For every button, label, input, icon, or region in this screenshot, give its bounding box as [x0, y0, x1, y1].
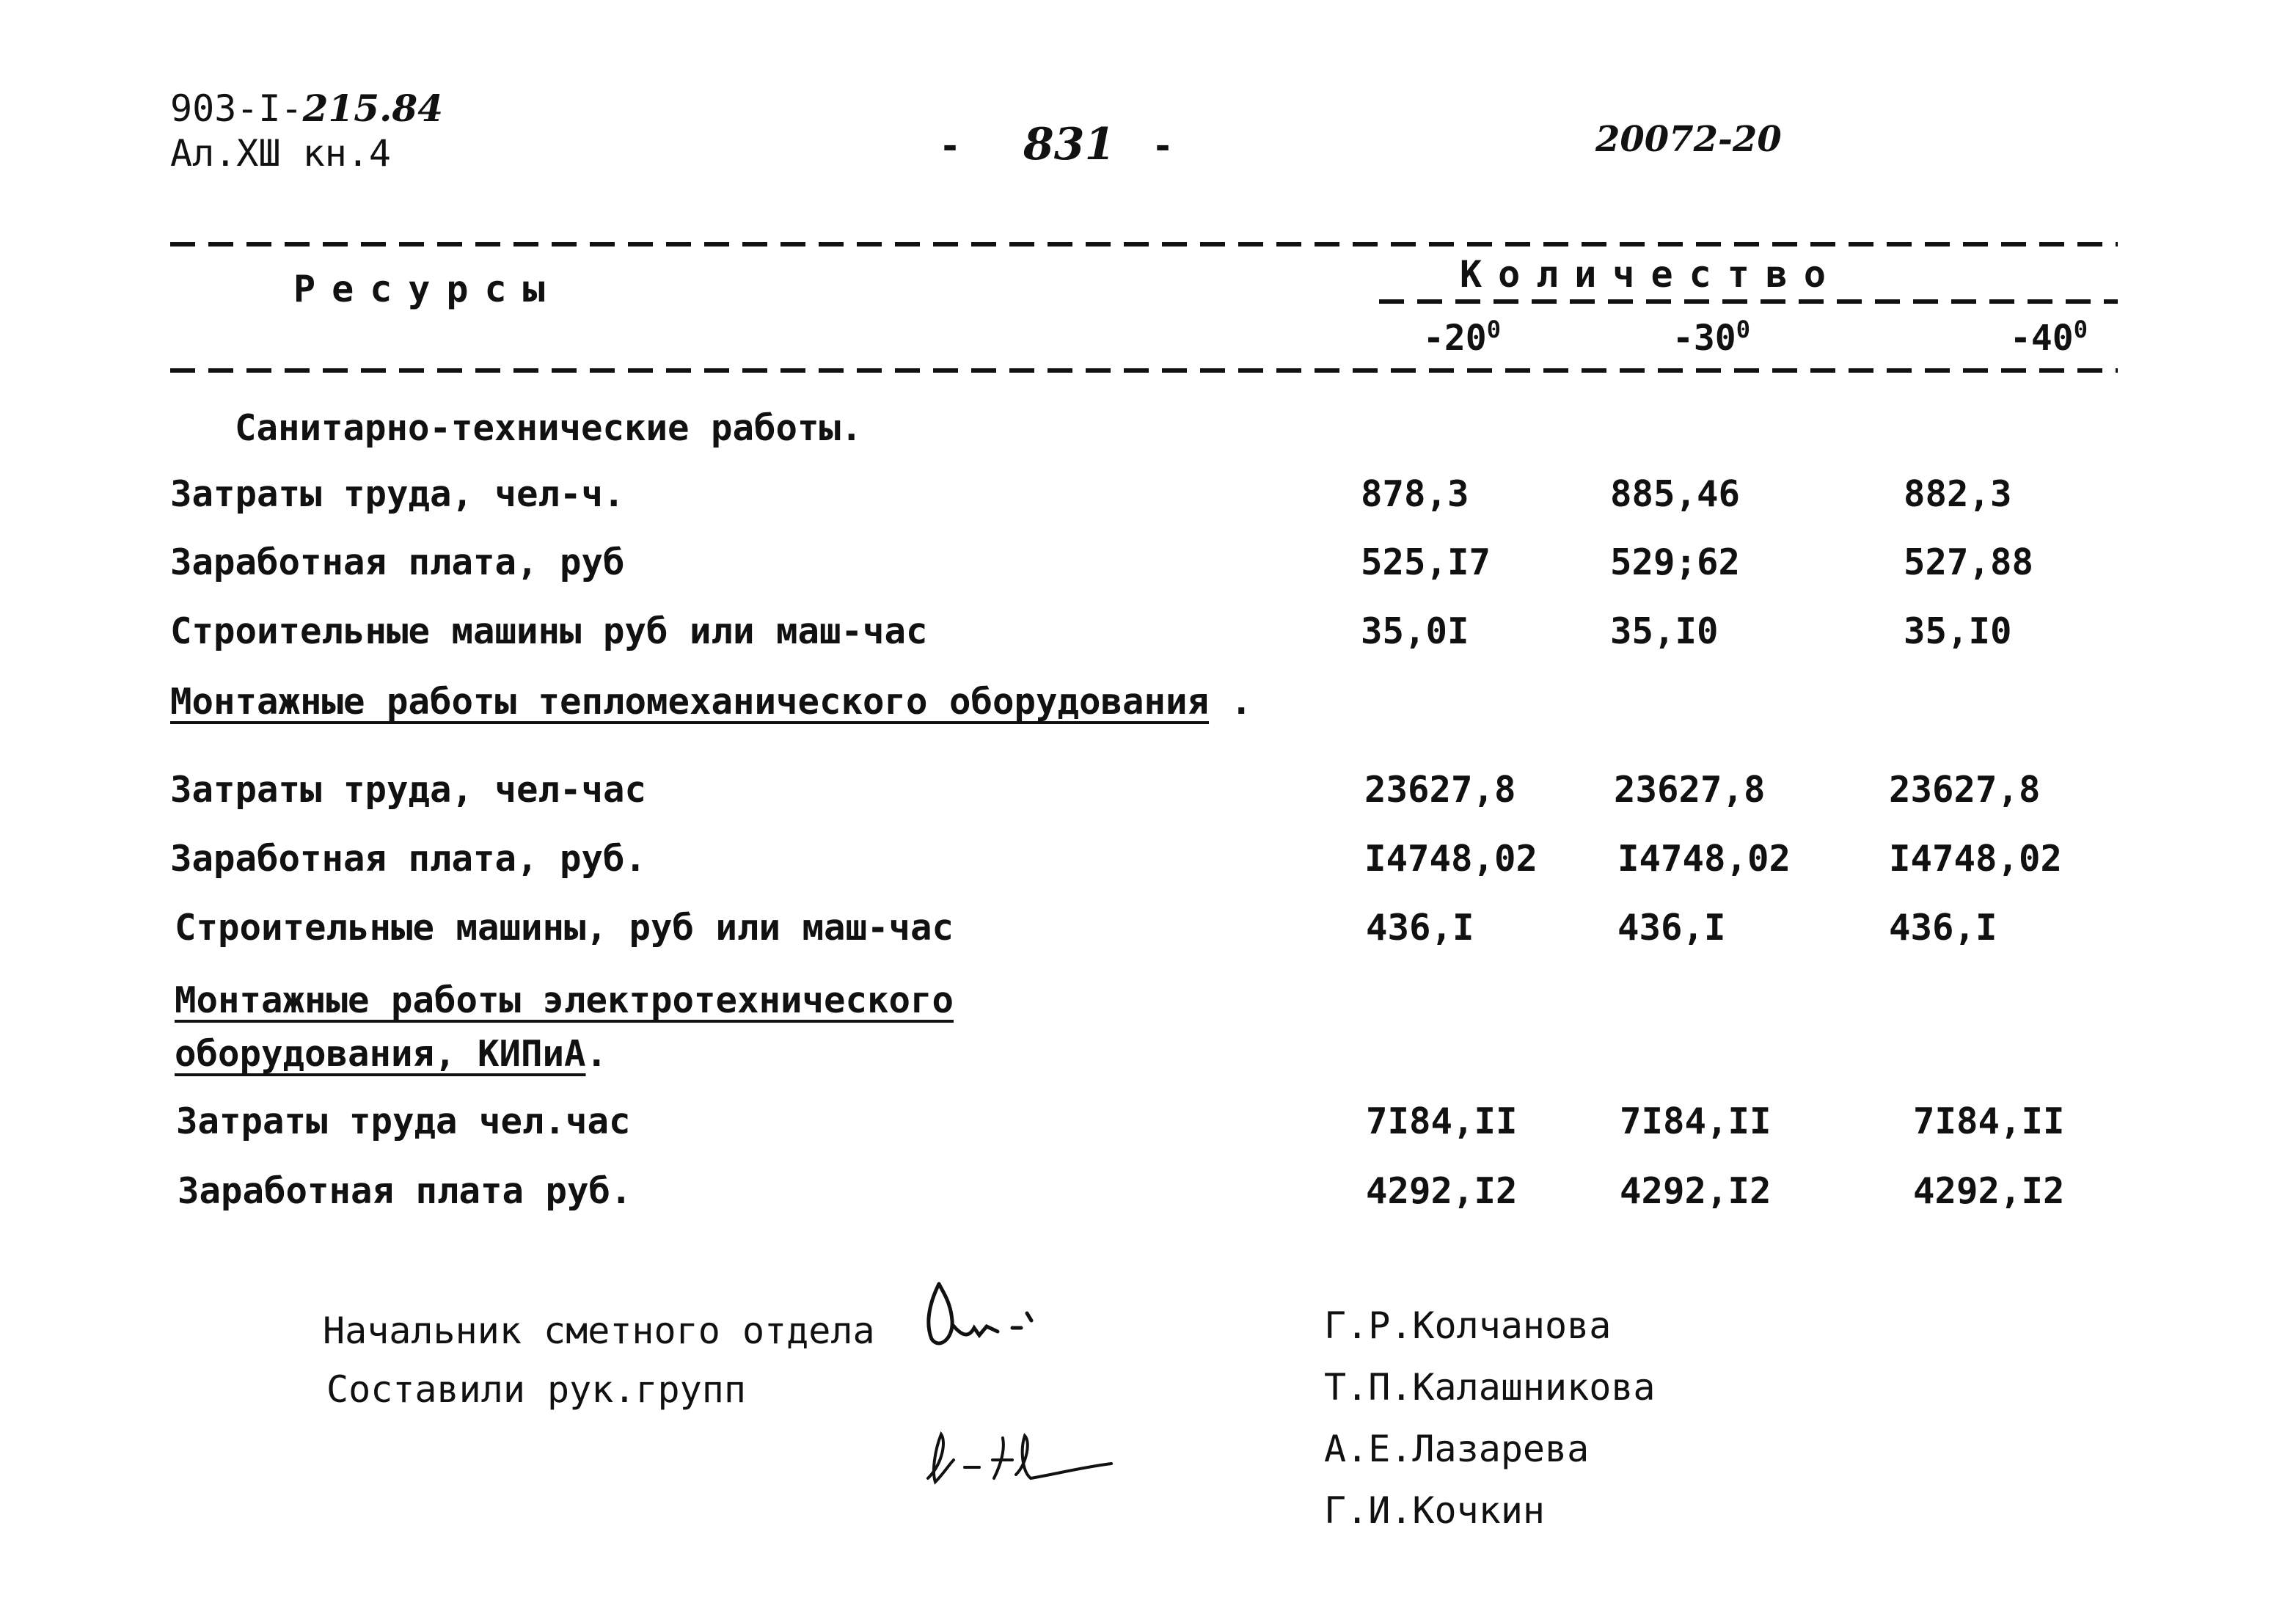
cell-value: 527,88 — [1904, 541, 2034, 583]
cell-value: 7I84,II — [1620, 1100, 1772, 1142]
cell-value: 35,0I — [1361, 610, 1469, 652]
section-title-thermomechanical: Монтажные работы тепломеханического оборудования . — [170, 681, 1253, 723]
head-of-estimate-department-title: Начальник сметного отдела — [323, 1310, 875, 1352]
handwritten-signature-1 — [910, 1269, 1042, 1365]
cell-value: 882,3 — [1904, 473, 2012, 515]
signatory-name: Т.П.Калашникова — [1324, 1366, 1656, 1409]
signatory-name: Г.Р.Колчанова — [1324, 1304, 1612, 1347]
row-label: Затраты труда чел.час — [176, 1100, 631, 1142]
cell-value: 23627,8 — [1889, 769, 2041, 811]
document-code-handwritten: 215.84 — [302, 87, 443, 130]
cell-value: 525,I7 — [1361, 541, 1491, 583]
row-label: Затраты труда, чел-ч. — [170, 473, 625, 515]
quantity-sub-rule — [1379, 299, 2118, 304]
archive-number: 20072-20 — [1595, 119, 1782, 160]
row-label: Заработная плата руб. — [178, 1170, 632, 1212]
cell-value: 529;62 — [1610, 541, 1741, 583]
cell-value: 23627,8 — [1614, 769, 1766, 811]
page-dash-left: - — [939, 125, 962, 167]
table-header-bottom-rule — [170, 368, 2118, 373]
row-label: Строительные машины, руб или маш-час — [175, 907, 954, 949]
handwritten-signature-2 — [913, 1420, 1126, 1500]
page-dash-right: - — [1152, 125, 1174, 167]
cell-value: I4748,02 — [1617, 838, 1791, 880]
cell-value: 4292,I2 — [1913, 1170, 2065, 1212]
cell-value: 35,I0 — [1610, 610, 1719, 652]
section-title-electrical-line1: Монтажные работы электротехнического — [175, 979, 954, 1021]
cell-value: 436,I — [1366, 907, 1474, 949]
column-header-quantity: Количество — [1460, 253, 1843, 296]
table-top-rule — [170, 242, 2118, 247]
cell-value: 436,I — [1617, 907, 1726, 949]
section-title-sanitary: Санитарно-технические работы. — [235, 407, 863, 449]
row-label: Строительные машины руб или маш-час — [170, 610, 928, 652]
temp-header-minus-40: $-40^0$ — [2010, 315, 2088, 359]
row-label: Заработная плата, руб. — [170, 838, 647, 880]
column-header-resources: Ресурсы — [293, 268, 561, 310]
page-number: 831 — [1023, 119, 1116, 170]
cell-value: 4292,I2 — [1366, 1170, 1518, 1212]
temp-header-minus-30: $-30^0$ — [1672, 315, 1750, 359]
cell-value: 23627,8 — [1364, 769, 1516, 811]
cell-value: 436,I — [1889, 907, 1997, 949]
cell-value: 7I84,II — [1366, 1100, 1518, 1142]
row-label: Затраты труда, чел-час — [170, 769, 647, 811]
cell-value: 35,I0 — [1904, 610, 2012, 652]
album-reference: Ал.ХШ кн.4 — [170, 132, 392, 175]
signatory-name: Г.И.Кочкин — [1324, 1489, 1546, 1532]
signatory-name: А.Е.Лазарева — [1324, 1428, 1590, 1470]
cell-value: I4748,02 — [1889, 838, 2063, 880]
cell-value: 885,46 — [1610, 473, 1741, 515]
cell-value: 7I84,II — [1913, 1100, 2065, 1142]
document-code — [170, 87, 443, 130]
compiled-by-title: Составили рук.групп — [326, 1368, 746, 1411]
cell-value: 4292,I2 — [1620, 1170, 1772, 1212]
cell-value: I4748,02 — [1364, 838, 1538, 880]
document-code-printed: 903-I- — [170, 87, 303, 130]
cell-value: 878,3 — [1361, 473, 1469, 515]
temp-header-minus-20: $-20^0$ — [1423, 315, 1501, 359]
row-label: Заработная плата, руб — [170, 541, 625, 583]
section-title-electrical-line2: оборудования, КИПиА. — [175, 1033, 608, 1075]
